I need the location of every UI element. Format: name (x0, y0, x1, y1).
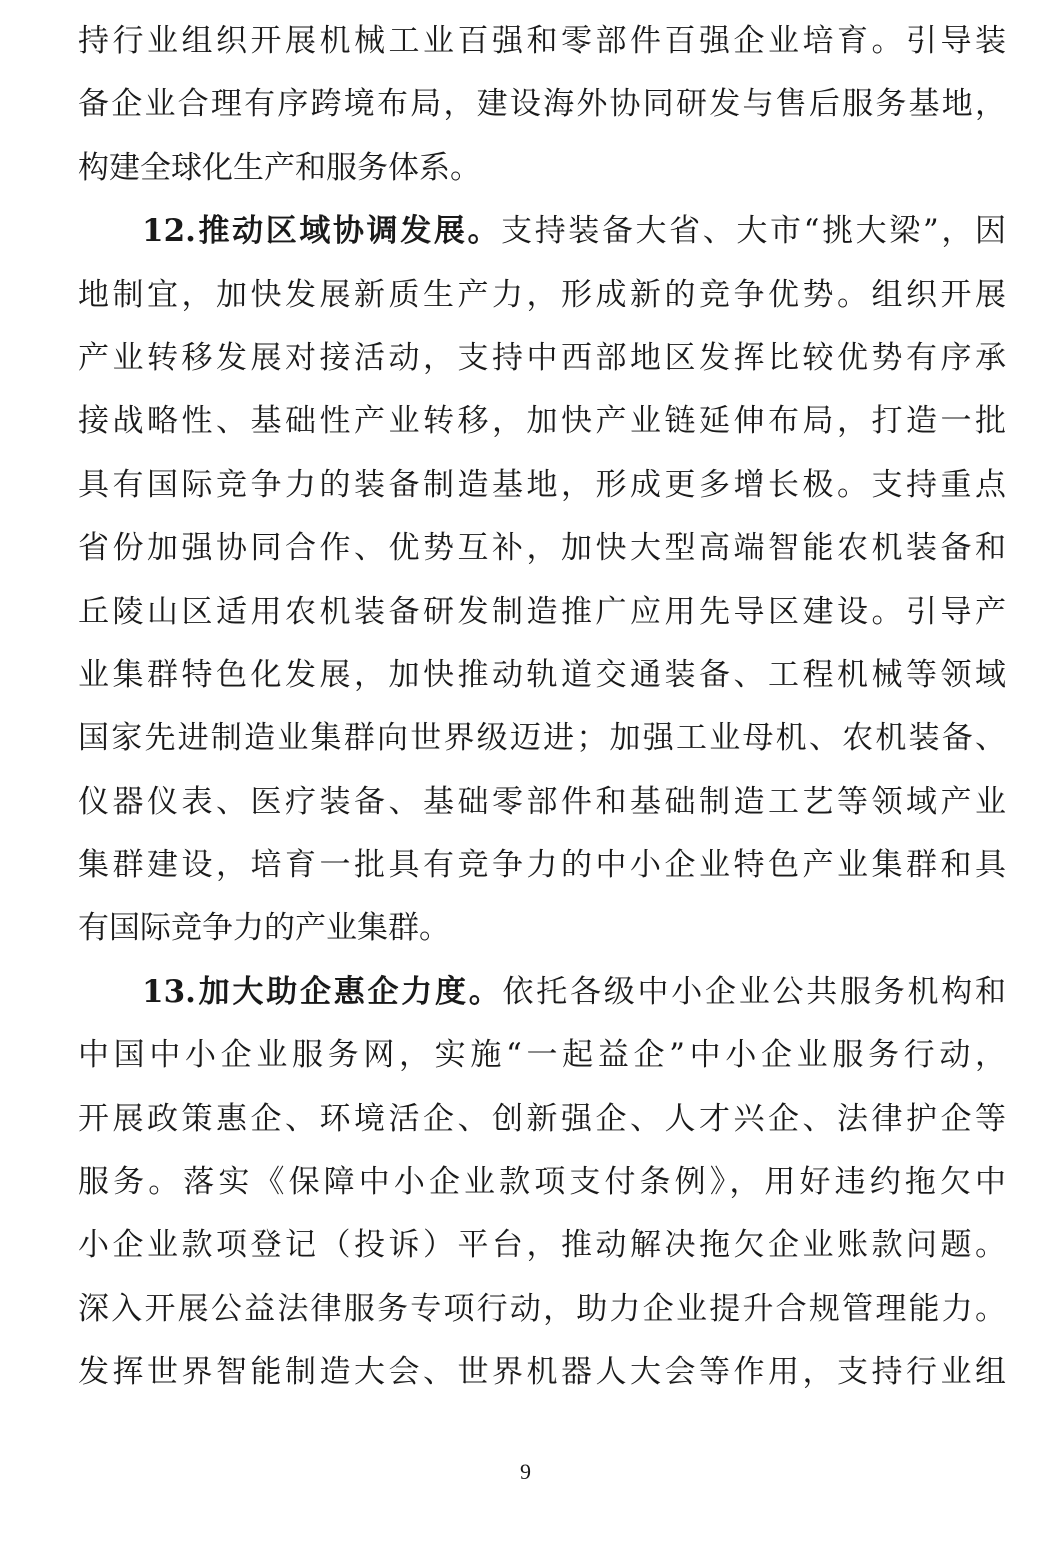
page-number: 9 (520, 1459, 531, 1484)
text-line: 业集群特色化发展，加快推动轨道交通装备、工程机械等领域 (78, 656, 1006, 693)
text-line: 发挥世界智能制造大会、世界机器人大会等作用，支持行业组 (78, 1354, 1006, 1391)
body-text (78, 10, 1006, 1405)
text-line: 持行业组织开展机械工业百强和零部件百强企业培育。引导装 (78, 23, 1006, 59)
text-line: 省份加强协同合作、优势互补，加快大型高端智能农机装备和 (78, 530, 1006, 567)
text-line: 丘陵山区适用农机装备研发制造推广应用先导区建设。引导产 (78, 593, 1006, 630)
section-13-first-line (78, 961, 1006, 1024)
text-line: 深入开展公益法律服务专项行动，助力企业提升合规管理能力。 (78, 1290, 1006, 1327)
section-13-heading: 13.加大助企惠企力度。 (142, 973, 503, 1010)
section-13-text: 依托各级中小企业公共服务机构和 (502, 973, 1007, 1010)
section-12-heading: 12.推动区域协调发展。 (142, 213, 502, 250)
text-line: 小企业款项登记（投诉）平台，推动解决拖欠企业账款问题。 (78, 1227, 1006, 1264)
section-12-first-line (78, 200, 1006, 263)
text-line: 接战略性、基础性产业转移，加快产业链延伸布局，打造一批 (78, 403, 1006, 440)
section-12-text: 支持装备大省、大市“挑大梁”，因 (501, 213, 1006, 250)
text-line: 中国中小企业服务网，实施“一起益企”中小企业服务行动， (78, 1037, 1006, 1074)
text-line: 仪器仪表、医疗装备、基础零部件和基础制造工艺等领域产业 (78, 783, 1006, 820)
text-line: 备企业合理有序跨境布局，建设海外协同研发与售后服务基地， (78, 86, 1006, 123)
text-line: 产业转移发展对接活动，支持中西部地区发挥比较优势有序承 (78, 339, 1006, 376)
text-line: 开展政策惠企、环境活企、创新强企、人才兴企、法律护企等 (78, 1100, 1006, 1137)
text-line: 地制宜，加快发展新质生产力，形成新的竞争优势。组织开展 (78, 276, 1006, 313)
text-line: 国家先进制造业集群向世界级迈进；加强工业母机、农机装备、 (78, 720, 1006, 757)
text-line: 具有国际竞争力的装备制造基地，形成更多增长极。支持重点 (78, 466, 1006, 503)
text-line: 有国际竞争力的产业集群。 (78, 910, 450, 947)
text-line: 服务。落实《保障中小企业款项支付条例》，用好违约拖欠中 (78, 1164, 1006, 1201)
text-line: 集群建设，培育一批具有竞争力的中小企业特色产业集群和具 (78, 847, 1006, 884)
text-line: 构建全球化生产和服务体系。 (78, 149, 481, 186)
